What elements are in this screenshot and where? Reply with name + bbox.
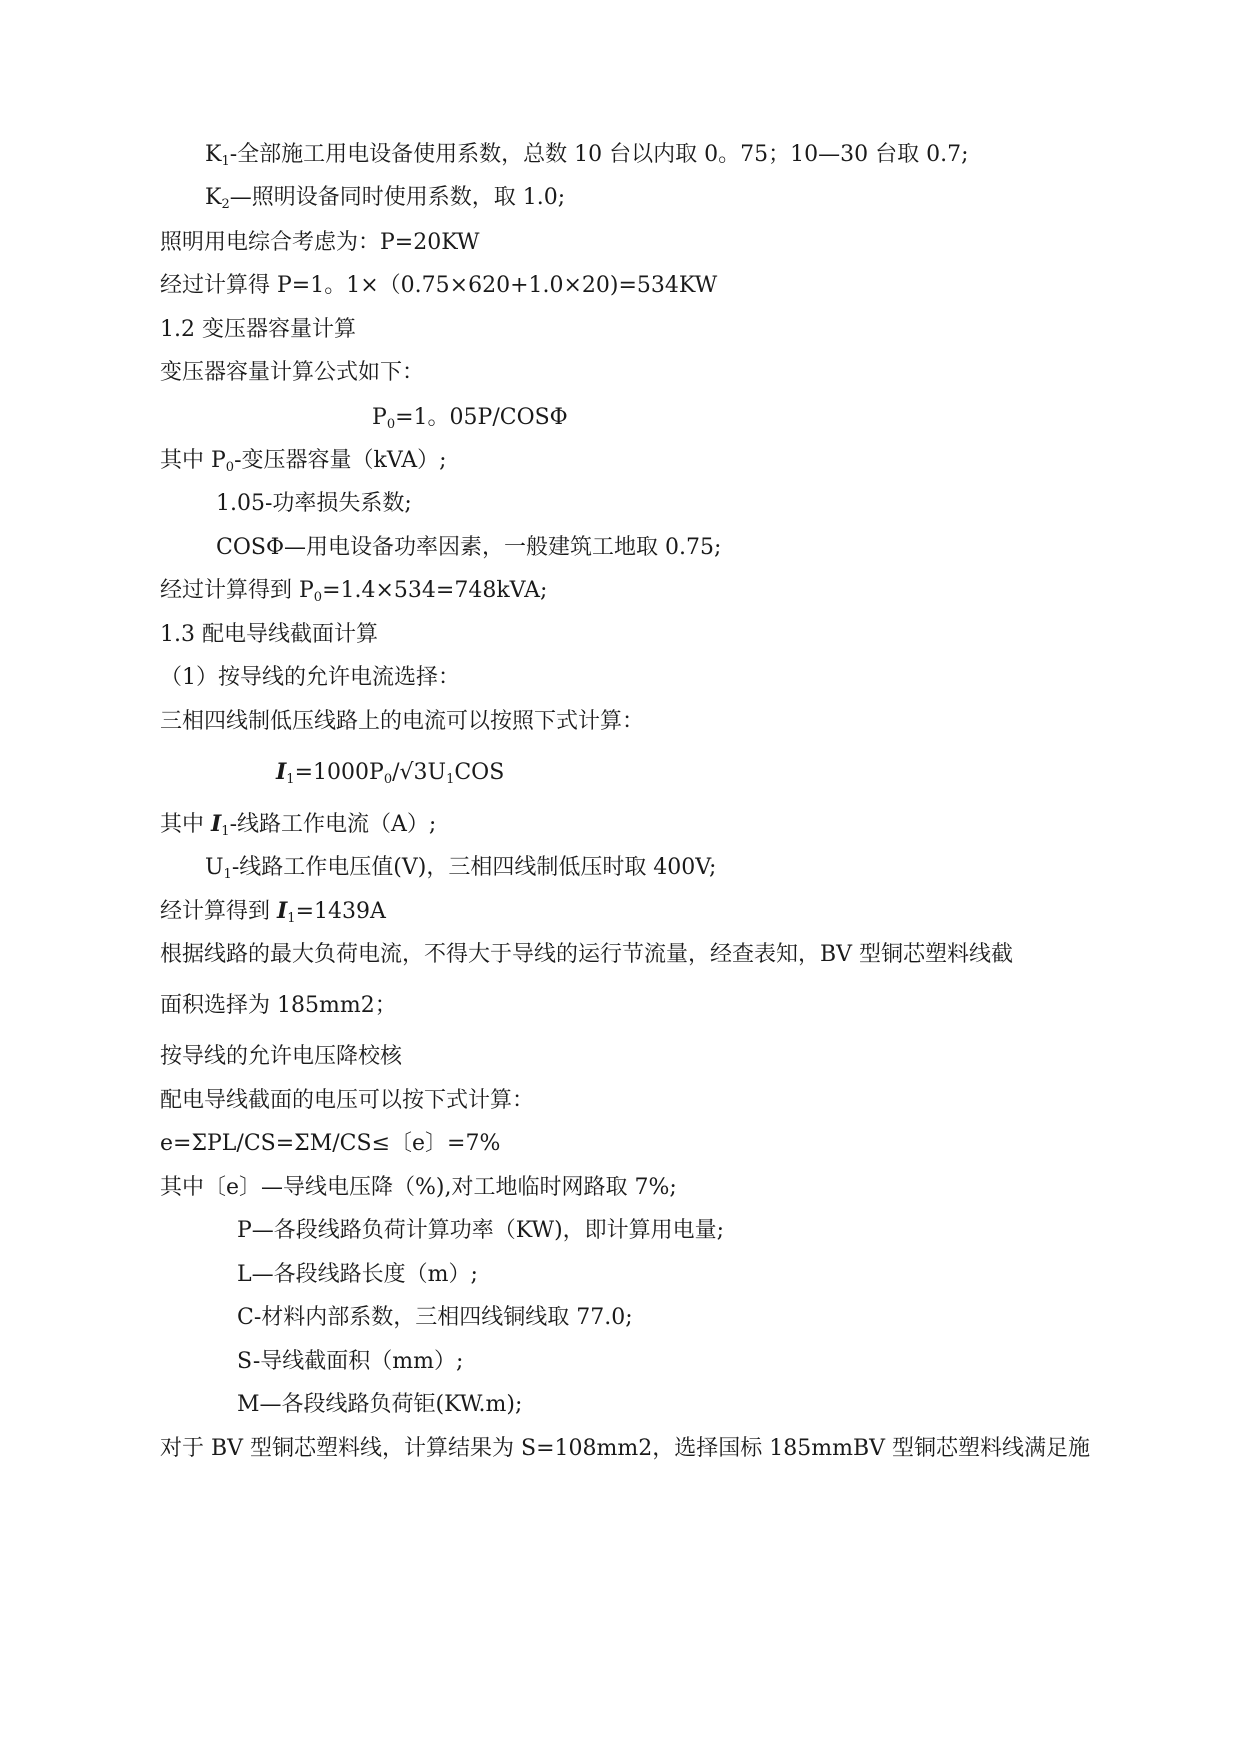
- p0-definition-line: 其中 $P_0-$变压器容量（kVA）;: [160, 448, 447, 475]
- k2-definition-line: $K_2—$照明设备同时使用系数，取 1.0;: [205, 185, 566, 212]
- final-selection-line: 对于 BV 型铜芯塑料线，计算结果为 S=108mm2，选择国标 185mmBV 型铜芯塑料线满足施: [160, 1436, 1091, 1461]
- conductor-size-line: 面积选择为 185mm2；: [160, 993, 397, 1018]
- p-definition-line: P—各段线路负荷计算功率（KW)，即计算用电量;: [237, 1218, 725, 1243]
- conductor-selection-line: 根据线路的最大负荷电流，不得大于导线的运行节流量，经查表知，BV 型铜芯塑料线截: [160, 942, 1014, 967]
- voltage-drop-formula: e=ΣPL/CS=ΣM/CS≤〔e〕=7%: [160, 1131, 501, 1156]
- section-heading-1-3: 1.3 配电导线截面计算: [160, 622, 378, 647]
- calculated-power-line: 经过计算得 P=1。1×（0.75×620+1.0×20)=534KW: [160, 273, 718, 298]
- current-formula-intro: 三相四线制低压线路上的电流可以按照下式计算：: [160, 709, 645, 734]
- loss-factor-line: 1.05-功率损失系数;: [216, 491, 412, 516]
- l-definition-line: L—各段线路长度（m）;: [237, 1262, 478, 1287]
- current-result-line: 经计算得到 $I_1=1439A$: [160, 898, 386, 926]
- e-definition-line: 其中〔e〕—导线电压降（%),对工地临时网路取 7%;: [160, 1175, 677, 1200]
- transformer-formula: $P_0=1$。05P/COSΦ: [372, 405, 568, 432]
- section-heading-1-2: 1.2 变压器容量计算: [160, 317, 356, 342]
- k1-definition-line: $K_1-$全部施工用电设备使用系数，总数 10 台以内取 0。75；10—30 台取 0.7;: [205, 142, 969, 169]
- current-formula: $I_1=1000P_0/√3U_1COS$: [276, 759, 505, 787]
- power-factor-line: COSΦ—用电设备功率因素，一般建筑工地取 0.75;: [216, 535, 722, 560]
- s-definition-line: S-导线截面积（mm）;: [237, 1349, 464, 1374]
- i1-definition-line: 其中 $I_1-$线路工作电流（A）;: [160, 811, 437, 839]
- current-selection-heading: （1）按导线的允许电流选择：: [160, 665, 460, 690]
- transformer-formula-intro: 变压器容量计算公式如下：: [160, 360, 425, 385]
- transformer-result-line: 经过计算得到 $P_0=1.4\times 534=748kVA$;: [160, 578, 548, 605]
- u1-definition-line: $U_1-$线路工作电压值(V)，三相四线制低压时取 400V;: [205, 855, 717, 882]
- c-definition-line: C-材料内部系数，三相四线铜线取 77.0;: [237, 1305, 633, 1330]
- voltage-formula-intro: 配电导线截面的电压可以按下式计算：: [160, 1088, 535, 1113]
- lighting-load-line: 照明用电综合考虑为：P=20KW: [160, 230, 480, 255]
- voltage-drop-heading: 按导线的允许电压降校核: [160, 1044, 403, 1069]
- m-definition-line: M—各段线路负荷钜(KW.m);: [237, 1392, 523, 1417]
